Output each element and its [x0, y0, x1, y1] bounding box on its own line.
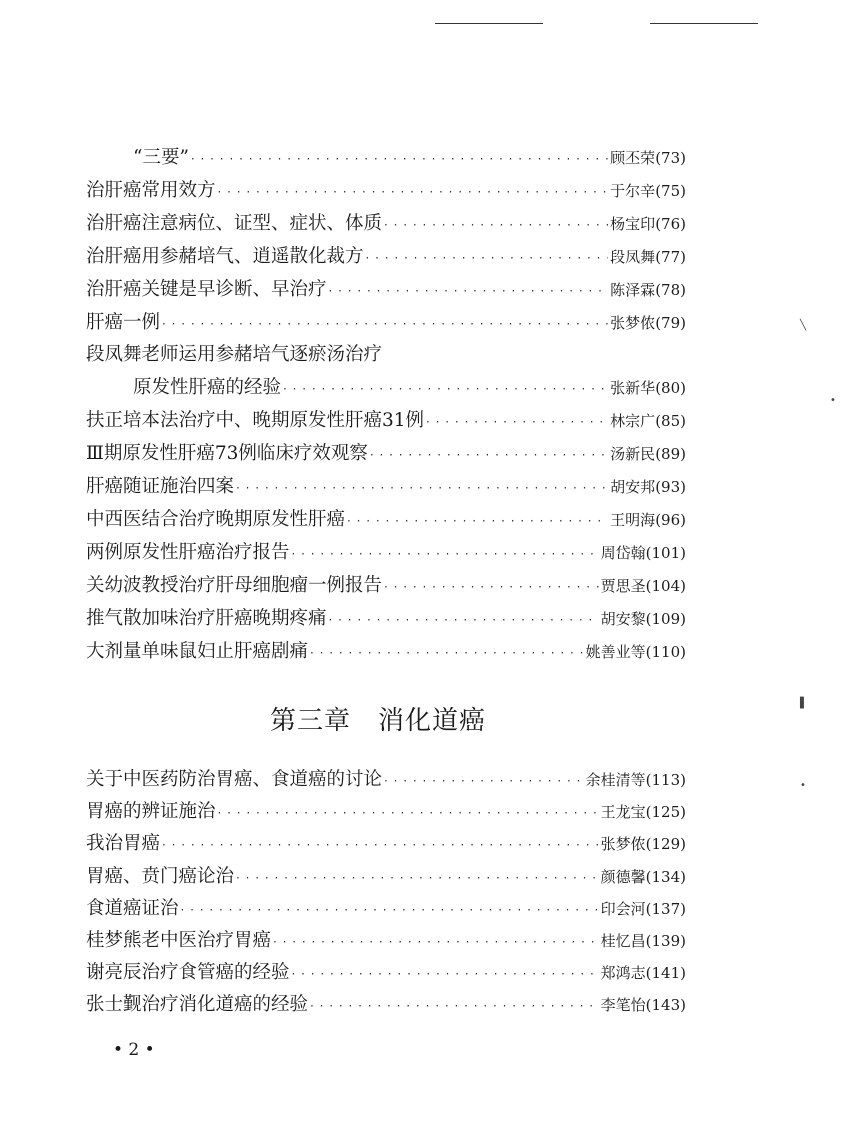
entry-page: 93 — [661, 478, 681, 496]
entry-title: 治肝癌注意病位、证型、症状、体质 — [86, 212, 383, 234]
entry-title: 关于中医药防治胃癌、食道癌的讨论 — [86, 769, 383, 790]
entry-page: 109 — [651, 609, 681, 628]
entry-page: 141 — [651, 964, 681, 983]
toc-entry: 胃癌的辨证施治 · · · 王龙宝 ( 125 ) — [86, 800, 686, 824]
entry-page: 75 — [661, 181, 681, 200]
entry-author: 李笔怡 — [600, 996, 646, 1015]
entry-title: 两例原发性肝癌治疗报告 — [86, 541, 290, 563]
leader-dots — [236, 476, 608, 500]
entry-title: 治肝癌关键是早诊断、早治疗 — [86, 278, 327, 300]
entry-page: 143 — [651, 996, 681, 1015]
entry-author: 顾丕荣 — [610, 149, 656, 167]
leader-dots — [283, 377, 608, 401]
leader-dots — [329, 279, 609, 303]
leader-dots — [310, 641, 584, 665]
entry-title: 食道癌证治 — [86, 897, 179, 919]
entry-author: 张梦侬 — [600, 835, 646, 854]
toc-entry: 大剂量单味鼠妇止肝癌剧痛 · · · 姚善业等 ( 110 ) — [86, 640, 686, 664]
toc-entry: 谢亮辰治疗食管癌的经验 · · · 郑鸿志 ( 141 ) — [86, 961, 686, 985]
entry-title: 张士觐治疗消化道癌的经验 — [86, 994, 309, 1016]
scan-speck: • — [800, 780, 806, 791]
entry-title: 中西医结合治疗晚期原发性肝癌 — [86, 508, 346, 530]
entry-title: 原发性肝癌的经验 — [133, 377, 282, 399]
scan-speck: ▌ — [800, 698, 808, 709]
entry-author: 郑鸿志 — [600, 964, 646, 983]
entry-author: 于尔辛 — [610, 181, 656, 200]
entry-author: 贾思圣 — [600, 576, 646, 595]
entry-author: 林宗广 — [610, 412, 656, 431]
toc-entry: 关幼波教授治疗肝母细胞瘤一例报告 · · · 贾思圣 ( 104 ) — [86, 574, 686, 598]
toc-entry: 肝癌随证施治四案 · · · 胡安邦 ( 93 ) — [86, 475, 686, 499]
entry-author: 颜德馨 — [600, 867, 646, 886]
page-number: • 2 • — [113, 1040, 155, 1060]
entry-page: 104 — [651, 576, 681, 595]
toc-entry — [86, 343, 686, 367]
entry-title: Ⅲ期原发性肝癌73例临床疗效观察 — [86, 443, 368, 465]
entry-page: 78 — [661, 280, 681, 299]
entry-page: 129 — [651, 835, 681, 854]
toc-entry: 我治胃癌 · · · 张梦侬 ( 129 ) — [86, 832, 686, 856]
leader-dots — [191, 147, 608, 171]
leader-dots — [384, 213, 608, 237]
entry-title: 肝癌一例 — [86, 311, 161, 333]
toc-entry: “三要” · · · 顾丕荣 ( 73 ) — [133, 146, 686, 170]
leader-dots — [310, 994, 599, 1018]
toc-entry: 张士觐治疗消化道癌的经验 · · · 李笔怡 ( 143 ) — [86, 993, 686, 1017]
entry-title: 扶正培本法治疗中、晚期原发性肝癌31例 — [86, 410, 425, 432]
entry-page: 137 — [651, 899, 681, 918]
entry-title: 关幼波教授治疗肝母细胞瘤一例报告 — [86, 574, 383, 596]
entry-author: 杨宝印 — [610, 214, 656, 233]
toc-entry: 食道癌证治 · · · 印会河 ( 137 ) — [86, 897, 686, 921]
entry-author: 段凤舞 — [610, 247, 656, 266]
entry-author: 陈泽霖 — [610, 280, 656, 299]
toc-entry: 两例原发性肝癌治疗报告 · · · 周岱翰 ( 101 ) — [86, 541, 686, 565]
toc-entry: 中西医结合治疗晚期原发性肝癌 · · · 王明海 ( 96 ) — [86, 508, 686, 532]
entry-title: 大剂量单味鼠妇止肝癌剧痛 — [86, 640, 309, 662]
entry-page: 76 — [661, 214, 681, 233]
toc-entry: 原发性肝癌的经验 · · · 张新华 ( 80 ) — [133, 376, 686, 400]
entry-page: 89 — [661, 445, 681, 464]
leader-dots — [236, 866, 599, 890]
entry-author: 余桂清等 — [585, 771, 646, 789]
leader-dots — [218, 180, 609, 204]
leader-dots — [384, 575, 599, 599]
toc-entry: 肝癌一例 · · · 张梦侬 ( 79 ) — [86, 311, 686, 335]
entry-page: 113 — [651, 771, 681, 789]
leader-dots — [218, 801, 599, 825]
entry-author: 胡安邦 — [610, 478, 656, 496]
entry-author: 张新华 — [610, 379, 656, 398]
entry-author: 印会河 — [600, 899, 646, 918]
entry-title: 桂梦熊老中医治疗胃癌 — [86, 930, 272, 951]
entry-title: “三要” — [133, 147, 189, 168]
leader-dots — [384, 769, 584, 793]
entry-author: 姚善业等 — [585, 642, 646, 661]
entry-page: 80 — [661, 379, 681, 398]
scan-speck: • — [830, 395, 836, 406]
toc-entry: 推气散加味治疗肝癌晚期疼痛 · · · 胡安黎 ( 109 ) — [86, 607, 686, 631]
entry-title: 胃癌的辨证施治 — [86, 801, 216, 823]
entry-author: 桂忆昌 — [600, 932, 646, 950]
entry-page: 101 — [651, 543, 681, 562]
entry-author: 张梦侬 — [610, 313, 656, 332]
toc-entry: 关于中医药防治胃癌、食道癌的讨论 · · · 余桂清等 ( 113 ) — [86, 768, 686, 792]
leader-dots — [162, 833, 599, 857]
leader-dots — [292, 962, 599, 986]
toc-entry: 治肝癌关键是早诊断、早治疗 · · · 陈泽霖 ( 78 ) — [86, 278, 686, 302]
toc-entry: 治肝癌用参赭培气、逍遥散化裁方 · · · 段凤舞 ( 77 ) — [86, 245, 686, 269]
entry-title: 谢亮辰治疗食管癌的经验 — [86, 962, 290, 984]
leader-dots — [273, 930, 599, 954]
entry-page: 96 — [661, 510, 681, 529]
leader-dots — [370, 443, 608, 467]
entry-author: 王龙宝 — [600, 803, 646, 822]
entry-page: 110 — [651, 642, 681, 661]
toc-entry: 治肝癌注意病位、证型、症状、体质 · · · 杨宝印 ( 76 ) — [86, 212, 686, 236]
entry-page: 125 — [651, 803, 681, 822]
leader-dots — [347, 509, 608, 533]
entry-page: 85 — [661, 412, 681, 431]
entry-page: 79 — [661, 313, 681, 332]
entry-page: 134 — [651, 867, 681, 886]
entry-title: 推气散加味治疗肝癌晚期疼痛 — [86, 607, 327, 629]
toc-entry: 治肝癌常用效方 · · · 于尔辛 ( 75 ) — [86, 179, 686, 203]
entry-page: 73 — [661, 149, 681, 167]
toc-entry: 扶正培本法治疗中、晚期原发性肝癌31例 · · · 林宗广 ( 85 ) — [86, 409, 686, 433]
toc-entry: Ⅲ期原发性肝癌73例临床疗效观察 · · · 汤新民 ( 89 ) — [86, 442, 686, 466]
entry-author: 汤新民 — [610, 445, 656, 464]
leader-dots — [366, 246, 609, 270]
entry-author: 周岱翰 — [600, 543, 646, 562]
leader-dots — [292, 542, 599, 566]
header-rule-right — [650, 23, 758, 24]
entry-title: 段凤舞老师运用参赭培气逐瘀汤治疗 — [86, 344, 383, 366]
entry-page: 139 — [651, 932, 681, 950]
entry-title: 肝癌随证施治四案 — [86, 476, 235, 497]
toc-entry: 桂梦熊老中医治疗胃癌 · · · 桂忆昌 ( 139 ) — [86, 929, 686, 953]
leader-dots — [162, 312, 608, 336]
entry-page: 77 — [661, 247, 681, 266]
entry-author: 王明海 — [610, 510, 656, 529]
entry-author: 胡安黎 — [600, 609, 646, 628]
scan-speck: ╲ — [800, 320, 807, 331]
toc-entry: 胃癌、贲门癌论治 · · · 颜德馨 ( 134 ) — [86, 865, 686, 889]
entry-title: 我治胃癌 — [86, 833, 161, 855]
header-rule-left — [435, 23, 543, 24]
leader-dots — [181, 898, 599, 922]
leader-dots — [426, 410, 608, 434]
entry-title: 治肝癌常用效方 — [86, 179, 216, 201]
leader-dots — [329, 608, 599, 632]
entry-title: 治肝癌用参赭培气、逍遥散化裁方 — [86, 245, 364, 267]
entry-title: 胃癌、贲门癌论治 — [86, 865, 235, 887]
chapter-title: 第三章 消化道癌 — [270, 706, 487, 736]
